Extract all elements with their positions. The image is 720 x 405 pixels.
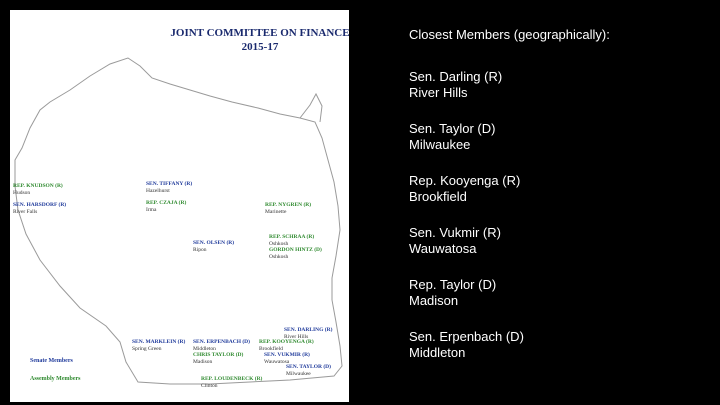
member-label: [265, 202, 311, 215]
closest-member-city: Brookfield: [409, 189, 467, 204]
closest-member-name: Sen. Darling (R): [409, 69, 503, 84]
member-name: REP. CZAJA (R): [146, 200, 187, 206]
closest-member-item: [409, 329, 709, 361]
member-city: Clinton: [201, 382, 218, 389]
member-city: Oshkosh: [269, 253, 289, 260]
member-city: River Hills: [284, 333, 309, 340]
map-title: [150, 26, 370, 54]
member-name: SEN. MARKLEIN (R): [132, 339, 186, 345]
member-city: Hudson: [13, 189, 31, 196]
member-label: [201, 376, 262, 389]
member-label: [132, 339, 185, 352]
member-city: Madison: [193, 358, 213, 365]
member-name: SEN. OLSEN (R): [193, 240, 235, 246]
member-name: SEN. DARLING (R): [284, 327, 333, 333]
member-name: REP. NYGREN (R): [265, 202, 312, 208]
member-name: SEN. TAYLOR (D): [286, 364, 331, 370]
closest-member-name: Rep. Kooyenga (R): [409, 173, 521, 188]
member-city: River Falls: [13, 208, 38, 215]
member-label: [13, 183, 63, 196]
member-city: Milwaukee: [286, 370, 311, 377]
closest-members-heading: Closest Members (geographically):: [409, 27, 610, 42]
member-label: [146, 200, 186, 213]
door-peninsula: [300, 94, 322, 122]
member-name: SEN. ERPENBACH (D): [193, 339, 250, 345]
member-label: [193, 339, 250, 352]
member-label: [13, 202, 66, 215]
member-city: Middleton: [193, 345, 216, 352]
closest-member-city: Madison: [409, 293, 459, 308]
member-name: SEN. VUKMIR (R): [264, 352, 310, 358]
closest-member-name: Rep. Taylor (D): [409, 277, 497, 292]
member-name: REP. SCHRAA (R): [269, 234, 315, 240]
member-label: [193, 352, 243, 365]
member-label: [193, 240, 234, 253]
member-label: [259, 339, 314, 352]
closest-member-name: Sen. Taylor (D): [409, 121, 496, 136]
closest-member-item: [409, 121, 709, 153]
legend-senate: Senate Members: [30, 358, 73, 364]
member-label: [286, 364, 331, 377]
closest-member-item: [409, 225, 709, 257]
member-name: REP. KNUDSON (R): [13, 183, 63, 189]
closest-member-name: Sen. Erpenbach (D): [409, 329, 524, 344]
member-name: SEN. HARSDORF (R): [13, 202, 67, 208]
member-city: Brookfield: [259, 345, 283, 352]
member-name: SEN. TIFFANY (R): [146, 181, 193, 187]
member-label: [269, 234, 314, 247]
member-city: Spring Green: [132, 345, 162, 352]
member-city: Ripon: [193, 246, 207, 253]
member-label: [269, 247, 322, 260]
closest-member-city: River Hills: [409, 85, 468, 100]
closest-member-item: [409, 277, 709, 309]
map-title-line1: JOINT COMMITTEE ON FINANCE: [170, 27, 350, 39]
legend-assembly: Assembly Members: [30, 376, 81, 382]
member-city: Hazelhurst: [146, 187, 170, 194]
member-name: REP. KOOYENGA (R): [259, 339, 314, 345]
member-city: Oshkosh: [269, 240, 289, 247]
member-city: Irma: [146, 206, 157, 213]
closest-member-item: [409, 173, 709, 205]
member-city: Marinette: [265, 208, 287, 215]
closest-member-city: Milwaukee: [409, 137, 471, 152]
member-city: Wauwatosa: [264, 358, 290, 365]
closest-members-panel: [409, 27, 709, 381]
closest-member-city: Middleton: [409, 345, 466, 360]
member-name: GORDON HINTZ (D): [269, 247, 322, 253]
member-name: REP. LOUDENBECK (R): [201, 376, 263, 382]
wisconsin-map-panel: [10, 10, 349, 402]
closest-member-city: Wauwatosa: [409, 241, 477, 256]
map-title-line2: 2015-17: [241, 41, 279, 53]
member-label: [146, 181, 192, 194]
member-name: CHRIS TAYLOR (D): [193, 352, 244, 358]
closest-member-name: Sen. Vukmir (R): [409, 225, 501, 240]
closest-member-item: [409, 69, 709, 101]
